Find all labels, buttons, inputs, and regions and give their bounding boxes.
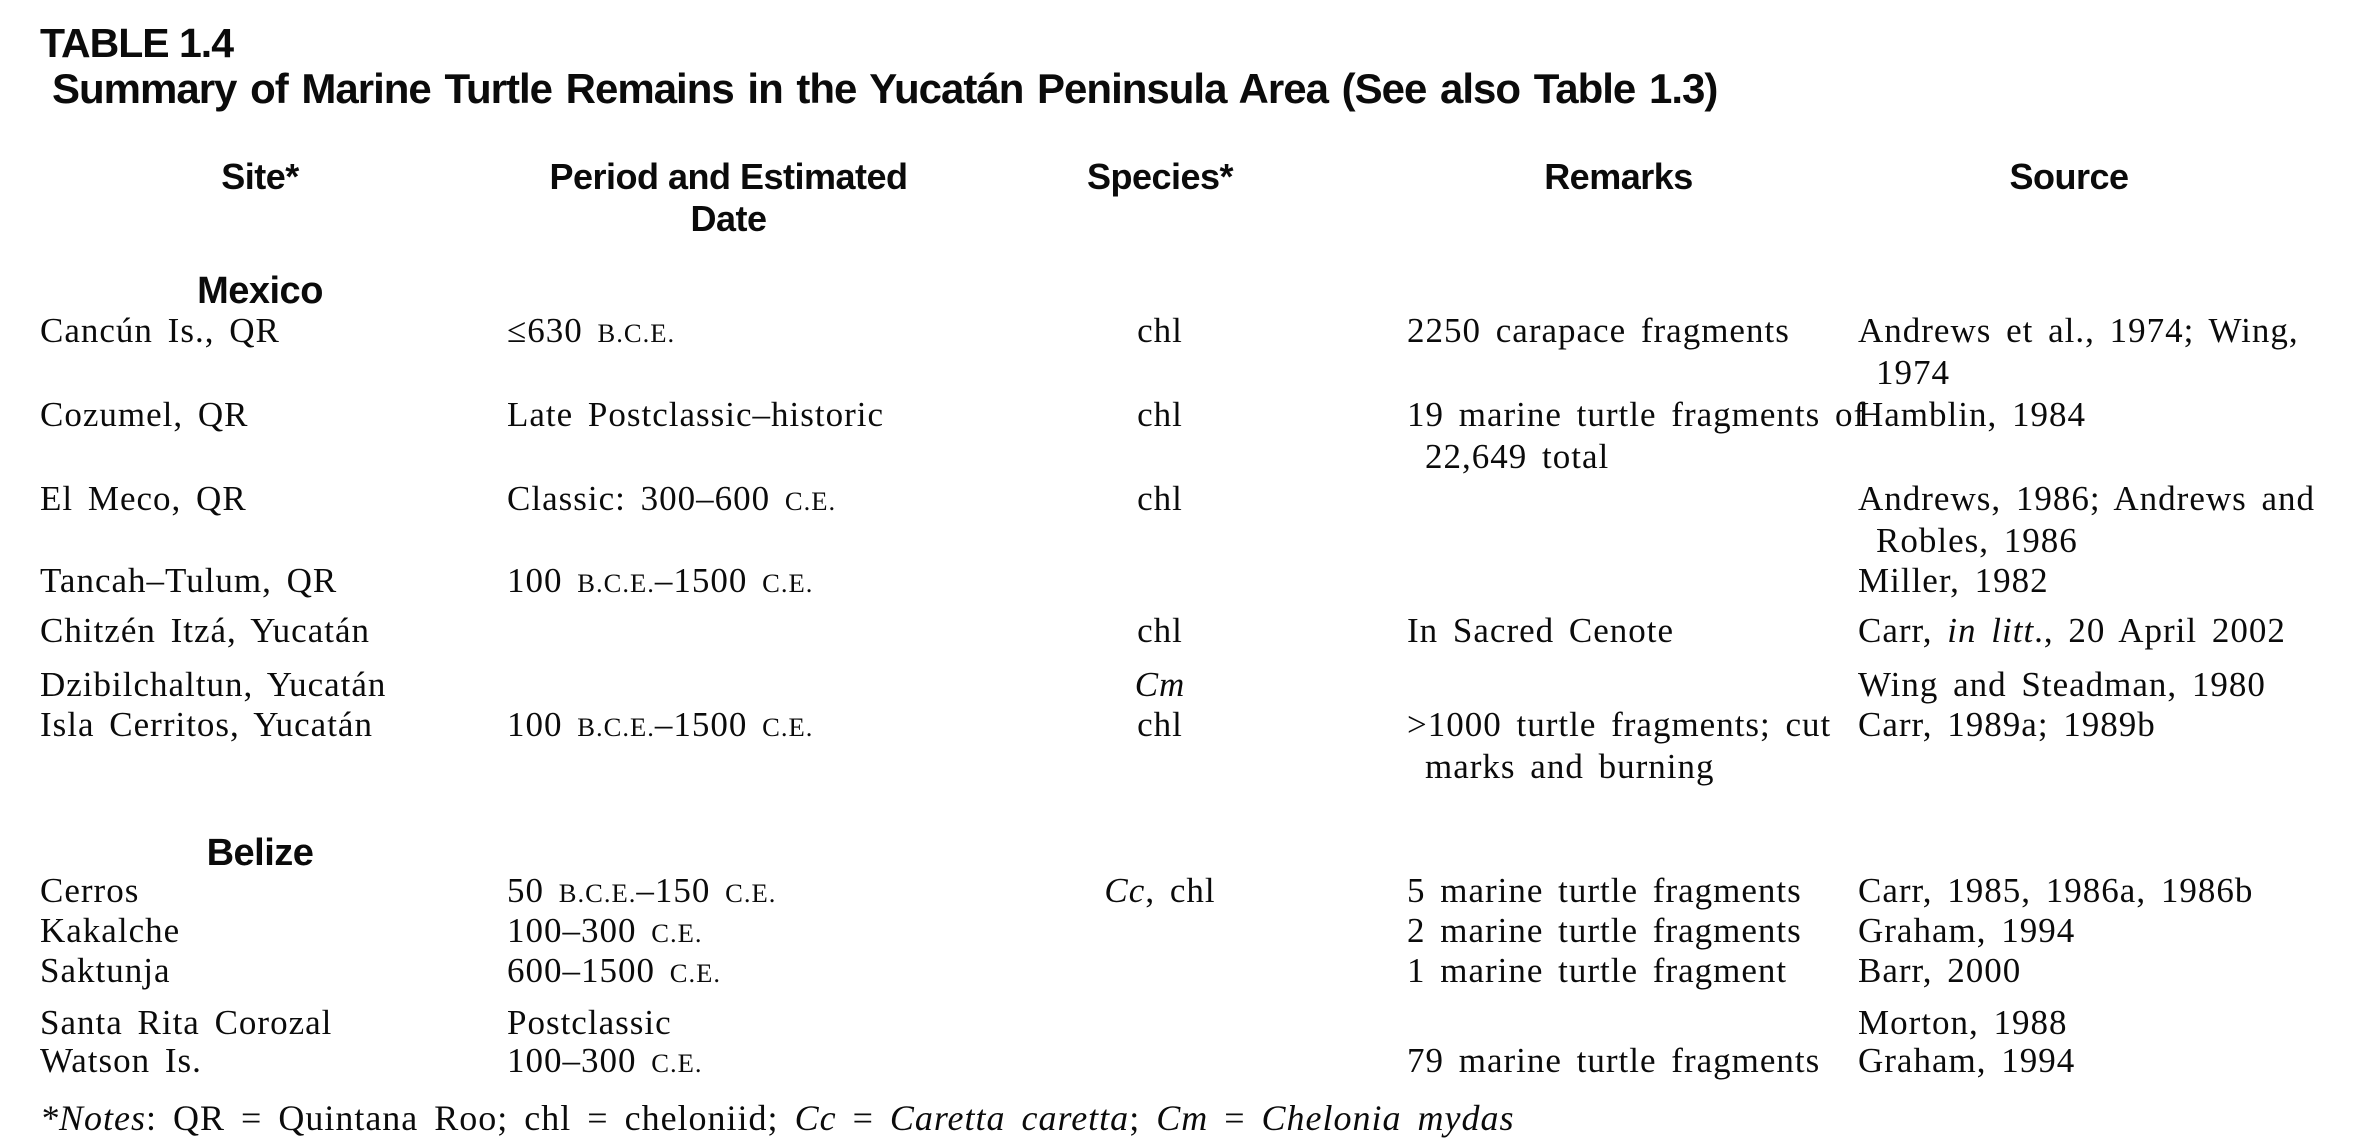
text-segment: 1974: [1876, 353, 1950, 392]
text-segment: 5 marine turtle fragments: [1407, 871, 1802, 910]
cell-source: [1830, 1042, 2280, 1080]
cell-species: [950, 612, 1370, 650]
text-segment: B.C.E.: [577, 712, 655, 742]
cell-species: [950, 872, 1370, 910]
cell-source: [1830, 310, 2299, 394]
text-segment: –150: [636, 871, 726, 910]
cell-source: [1830, 666, 2280, 704]
cell-period: [480, 704, 950, 748]
cell-period: [480, 478, 950, 522]
cell-site: Chitzén Itzá, Yucatán: [40, 611, 370, 650]
text-segment: C.E.: [725, 878, 777, 908]
cell-remarks: [1370, 912, 1830, 950]
text-segment: 100: [507, 561, 578, 600]
text-segment: Andrews, 1986; Andrews and: [1858, 479, 2316, 518]
cell-site: Saktunja: [40, 951, 171, 990]
text-segment: 79 marine turtle fragments: [1407, 1041, 1821, 1080]
cell-site: Isla Cerritos, Yucatán: [40, 705, 373, 744]
table-row: [40, 666, 2372, 704]
text-segment: Cm: [1134, 665, 1186, 704]
text-segment: 19 marine turtle fragments of: [1407, 395, 1867, 434]
cell-remarks: [1370, 704, 1830, 788]
text-segment: =: [1208, 1098, 1262, 1138]
cell-site: El Meco, QR: [40, 479, 247, 518]
text-segment: Classic: 300–600: [507, 479, 785, 518]
text-segment: ;: [1129, 1098, 1157, 1138]
cell-period: [480, 562, 950, 602]
cell-site: Watson Is.: [40, 1041, 202, 1080]
text-segment: Morton, 1988: [1858, 1003, 2068, 1042]
cell-remarks: [1370, 394, 1867, 478]
cell-remarks: [1370, 310, 1830, 352]
cell-site: Tancah–Tulum, QR: [40, 561, 338, 600]
table-row: [40, 912, 2372, 952]
text-segment: C.E.: [762, 712, 814, 742]
text-segment: =: [836, 1098, 890, 1138]
text-segment: ., 20 April 2002: [2034, 611, 2286, 650]
cell-source: [1830, 611, 2286, 650]
column-header-source: Source: [2009, 156, 2129, 197]
table-row: [40, 310, 2372, 394]
cell-period: [480, 912, 950, 952]
text-segment: chl: [1137, 395, 1183, 434]
text-segment: Carr,: [1858, 611, 1948, 650]
text-segment: 2 marine turtle fragments: [1407, 911, 1802, 950]
cell-site: Dzibilchaltun, Yucatán: [40, 665, 387, 704]
text-segment: C.E.: [762, 568, 814, 598]
text-segment: B.C.E.: [597, 318, 676, 348]
table-header-row: [40, 156, 2372, 240]
text-segment: Barr, 2000: [1858, 951, 2022, 990]
text-segment: B.C.E.: [577, 568, 655, 598]
cell-source: [1830, 394, 2280, 436]
text-segment: Late Postclassic–historic: [507, 395, 885, 434]
cell-period: [480, 310, 950, 354]
text-segment: In Sacred Cenote: [1407, 611, 1675, 650]
table-row: [40, 612, 2372, 650]
cell-species: [950, 478, 1370, 520]
column-header-species: Species*: [1086, 156, 1234, 197]
text-segment: chl: [1137, 479, 1183, 518]
table-row: [40, 394, 2372, 478]
text-segment: Miller, 1982: [1858, 561, 2049, 600]
text-segment: 600–1500: [507, 951, 670, 990]
text-segment: marks and burning: [1425, 747, 1715, 786]
text-segment: Robles, 1986: [1876, 521, 2078, 560]
text-segment: C.E.: [784, 486, 837, 516]
text-segment: C.E.: [651, 1048, 703, 1078]
text-segment: Graham, 1994: [1858, 911, 2076, 950]
cell-source: [1830, 478, 2316, 562]
cell-remarks: [1370, 872, 1830, 910]
text-segment: Graham, 1994: [1858, 1041, 2076, 1080]
text-segment: Hamblin, 1984: [1858, 395, 2086, 434]
table-section-belize: [40, 834, 2372, 1082]
cell-species: [950, 394, 1370, 436]
text-segment: 1 marine turtle fragment: [1407, 951, 1788, 990]
text-segment: Wing and Steadman, 1980: [1858, 665, 2266, 704]
text-segment: Cc: [1104, 871, 1146, 910]
cell-period: [480, 872, 950, 912]
cell-remarks: [1370, 1042, 1830, 1080]
text-segment: 100–300: [507, 1041, 652, 1080]
text-segment: 100: [507, 705, 578, 744]
text-segment: B.C.E.: [558, 878, 637, 908]
cell-period: [480, 952, 950, 992]
table-row: [40, 704, 2372, 788]
text-segment: in litt: [1947, 611, 2035, 650]
text-segment: 100–300: [507, 911, 652, 950]
cell-period: [480, 1042, 950, 1082]
table-row: [40, 1042, 2372, 1082]
cell-species: [950, 310, 1370, 352]
section-header-mexico: Mexico: [197, 270, 323, 312]
text-segment: >1000 turtle fragments; cut: [1407, 705, 1832, 744]
table-row: [40, 952, 2372, 992]
text-segment: ≤630: [507, 311, 598, 350]
cell-source: [1830, 872, 2280, 910]
cell-site: Santa Rita Corozal: [40, 1003, 333, 1042]
cell-period: [480, 1004, 950, 1042]
text-segment: Andrews et al., 1974; Wing,: [1858, 311, 2299, 350]
cell-species: [950, 666, 1370, 704]
table-row: [40, 562, 2372, 602]
text-segment: 50: [507, 871, 559, 910]
table-body: [40, 272, 2372, 1082]
cell-site: Cancún Is., QR: [40, 311, 280, 350]
section-header-belize: Belize: [206, 832, 314, 874]
table-title: Summary of Marine Turtle Remains in the Yucatán Peninsula Area (See also Table 1.3): [52, 65, 1718, 112]
text-segment: 2250 carapace fragments: [1407, 311, 1790, 350]
text-segment: C.E.: [651, 918, 703, 948]
text-segment: Cc: [794, 1098, 837, 1138]
table-row: [40, 478, 2372, 562]
column-header-period: Period and Estimated Date: [549, 156, 908, 239]
table-row: [40, 872, 2372, 912]
text-segment: , chl: [1145, 871, 1216, 910]
text-segment: : QR = Quintana Roo; chl = cheloniid;: [146, 1098, 795, 1138]
text-segment: –1500: [654, 705, 763, 744]
cell-source: [1830, 952, 2280, 990]
cell-remarks: [1370, 952, 1830, 990]
column-header-remarks: Remarks: [1544, 156, 1693, 197]
table-section-mexico: [40, 272, 2372, 788]
cell-period: [480, 394, 950, 436]
cell-species: [950, 704, 1370, 746]
cell-site: Kakalche: [40, 911, 181, 950]
cell-site: Cozumel, QR: [40, 395, 249, 434]
text-segment: chl: [1137, 311, 1183, 350]
text-segment: C.E.: [669, 958, 722, 988]
text-segment: Carr, 1989a; 1989b: [1858, 705, 2156, 744]
table-label: TABLE 1.4: [40, 20, 233, 66]
cell-source: [1830, 912, 2280, 950]
text-segment: 22,649 total: [1425, 437, 1610, 476]
text-segment: chl: [1137, 611, 1183, 650]
column-header-site: Site*: [221, 156, 299, 197]
cell-remarks: [1370, 612, 1830, 650]
cell-source: [1830, 704, 2280, 746]
text-segment: Carr, 1985, 1986a, 1986b: [1858, 871, 2254, 910]
cell-source: [1830, 1004, 2280, 1042]
cell-source: [1830, 562, 2280, 600]
text-segment: Postclassic: [507, 1003, 672, 1042]
text-segment: Cm: [1156, 1098, 1209, 1138]
table-row: [40, 1004, 2372, 1042]
text-segment: chl: [1137, 705, 1183, 744]
cell-site: Cerros: [40, 871, 140, 910]
text-segment: Caretta caretta: [889, 1098, 1130, 1138]
text-segment: *Notes: [40, 1098, 147, 1138]
text-segment: Chelonia mydas: [1261, 1098, 1515, 1138]
table-footnote: [40, 1096, 2372, 1140]
text-segment: –1500: [654, 561, 763, 600]
